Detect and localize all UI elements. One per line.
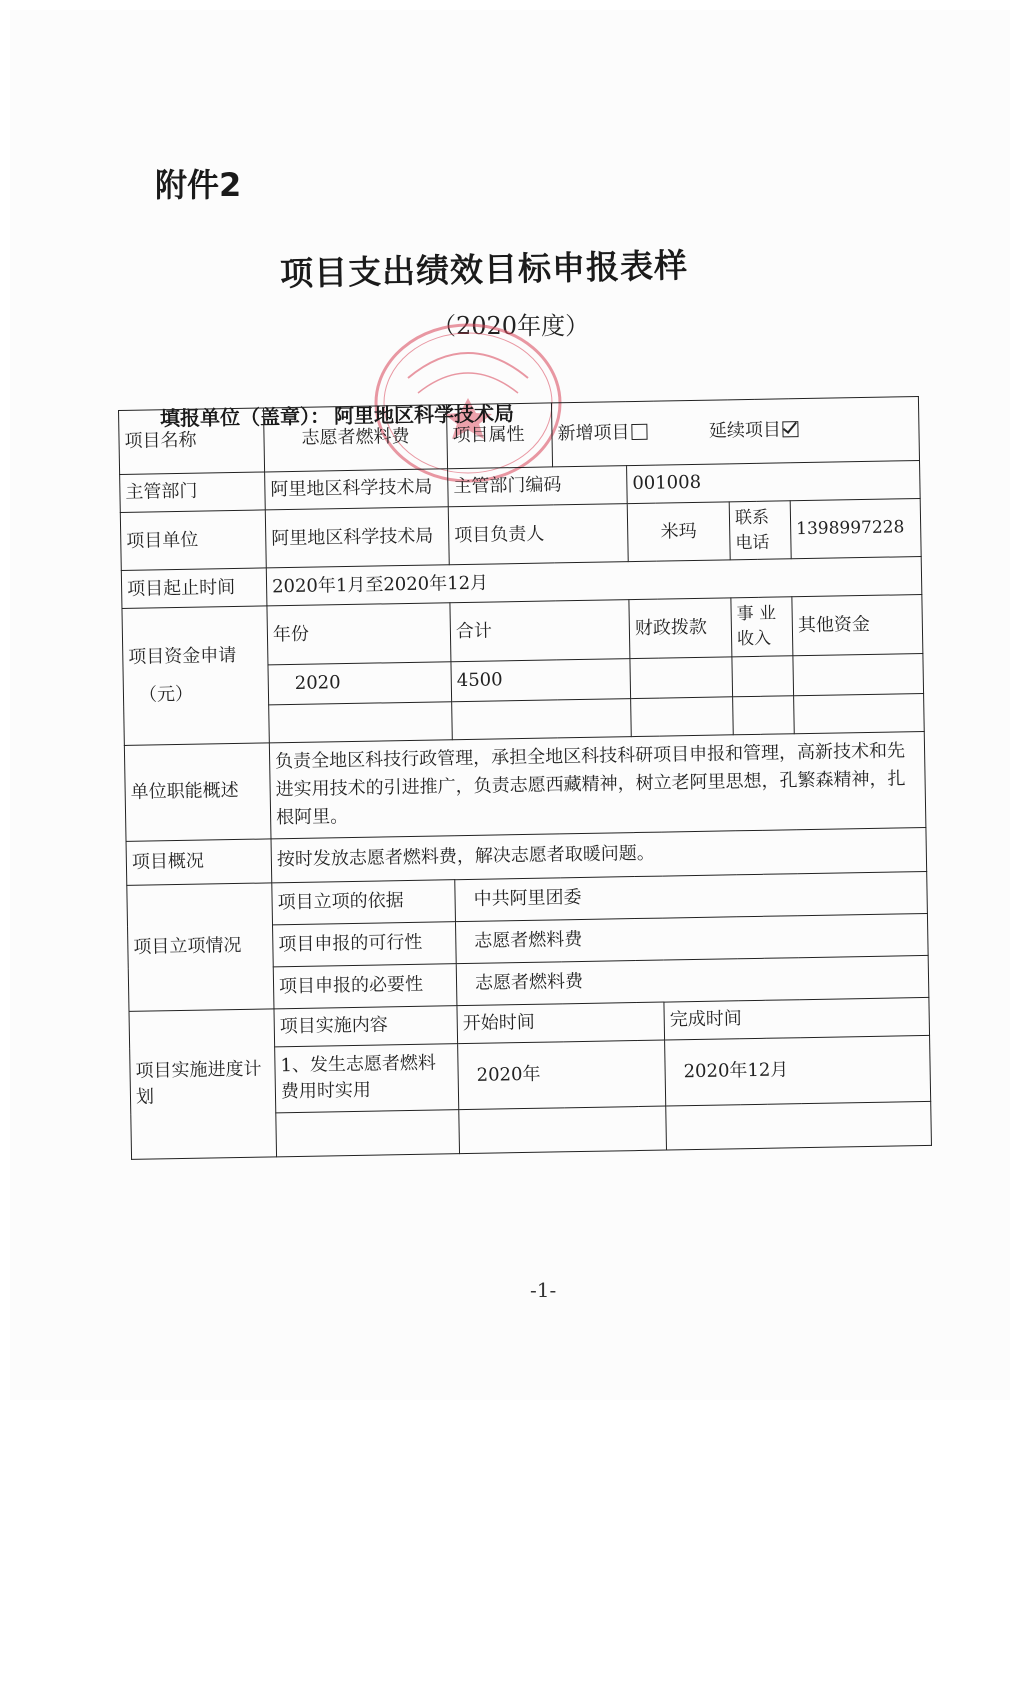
establish-value: 志愿者燃料费 — [456, 955, 929, 1005]
document-year: （2020年度） — [432, 312, 590, 340]
funds-cell — [269, 701, 453, 742]
table-row — [124, 731, 926, 841]
schedule-cell: 2020年12月 — [665, 1035, 931, 1106]
period-value: 2020年1月至2020年12月 — [266, 557, 922, 606]
project-attr-options — [551, 397, 919, 467]
funds-label-cell — [122, 606, 269, 745]
leader-value: 米玛 — [627, 502, 730, 562]
document-title: 项目支出绩效目标申报表样 — [279, 245, 689, 294]
schedule-header-content: 项目实施内容 — [274, 1005, 458, 1046]
form-table — [118, 396, 932, 1159]
funds-cell — [631, 696, 734, 736]
schedule-cell — [459, 1106, 667, 1154]
attr-cont-label: 延续项目 — [708, 419, 782, 443]
filing-unit-value: 阿里地区科学技术局 — [333, 401, 515, 429]
checkbox-new-project[interactable] — [631, 424, 647, 440]
dept-value: 阿里地区科学技术局 — [265, 469, 449, 510]
application-form — [118, 396, 931, 1159]
establish-key: 项目立项的依据 — [272, 879, 456, 924]
funds-cell — [793, 653, 924, 695]
schedule-header-start: 开始时间 — [457, 1002, 665, 1044]
funds-cell — [732, 655, 794, 696]
dept-label: 主管部门 — [120, 472, 266, 513]
phone-value: 1398997228 — [790, 499, 921, 560]
schedule-cell — [276, 1109, 460, 1156]
establish-key: 项目申报的必要性 — [273, 963, 457, 1008]
funds-cell — [733, 695, 795, 734]
funds-cell: 4500 — [451, 658, 631, 701]
attr-new-label: 新增项目 — [557, 422, 630, 445]
establish-key: 项目申报的可行性 — [273, 921, 457, 966]
funds-label: 项目资金申请 — [128, 644, 237, 668]
establish-label: 项目立项情况 — [127, 882, 274, 1011]
funds-header-year: 年份 — [267, 603, 451, 664]
funds-unit: （元） — [138, 683, 194, 706]
schedule-cell — [666, 1101, 932, 1150]
funds-cell: 2020 — [268, 661, 452, 704]
funds-cell — [452, 698, 632, 739]
phone-label: 联系电话 — [729, 501, 791, 560]
func-text: 负责全地区科技行政管理，承担全地区科技科研项目申报和管理，高新技术和先进实用技术的引进推广，负责志愿西藏精神，树立老阿里思想，孔繁森精神，扎根阿里。 — [269, 731, 926, 838]
establish-value: 中共阿里团委 — [455, 871, 928, 921]
funds-header-business: 事 业 收入 — [731, 597, 793, 656]
leader-label: 项目负责人 — [448, 504, 628, 565]
schedule-cell: 2020年 — [458, 1040, 666, 1110]
unit-label: 项目单位 — [120, 510, 266, 571]
dept-code-label: 主管部门编码 — [448, 466, 628, 507]
schedule-cell: 1、发生志愿者燃料费用时实用 — [275, 1043, 459, 1112]
attachment-label: 附件2 — [155, 166, 242, 204]
checkbox-continuing-project[interactable] — [783, 422, 799, 438]
unit-value: 阿里地区科学技术局 — [265, 507, 449, 568]
summary-text: 按时发放志愿者燃料费，解决志愿者取暖问题。 — [271, 827, 927, 882]
establish-value: 志愿者燃料费 — [455, 913, 928, 963]
funds-header-other: 其他资金 — [792, 595, 923, 656]
funds-header-fiscal: 财政拨款 — [629, 598, 732, 658]
summary-label: 项目概况 — [126, 838, 272, 885]
schedule-label: 项目实施进度计划 — [129, 1008, 277, 1159]
funds-header-total: 合计 — [450, 600, 630, 661]
funds-cell — [794, 693, 925, 733]
project-name-label: 项目名称 — [119, 408, 265, 475]
page-number: -1- — [530, 1278, 557, 1302]
project-name: 志愿者燃料费 — [263, 405, 447, 472]
period-label: 项目起止时间 — [121, 568, 267, 609]
dept-code-value: 001008 — [627, 461, 921, 504]
funds-cell — [630, 656, 733, 698]
filing-unit-label: 填报单位（盖章）： — [159, 404, 331, 431]
schedule-header-end: 完成时间 — [664, 997, 930, 1040]
project-attr-label: 项目属性 — [446, 403, 552, 469]
func-label: 单位职能概述 — [124, 742, 271, 841]
